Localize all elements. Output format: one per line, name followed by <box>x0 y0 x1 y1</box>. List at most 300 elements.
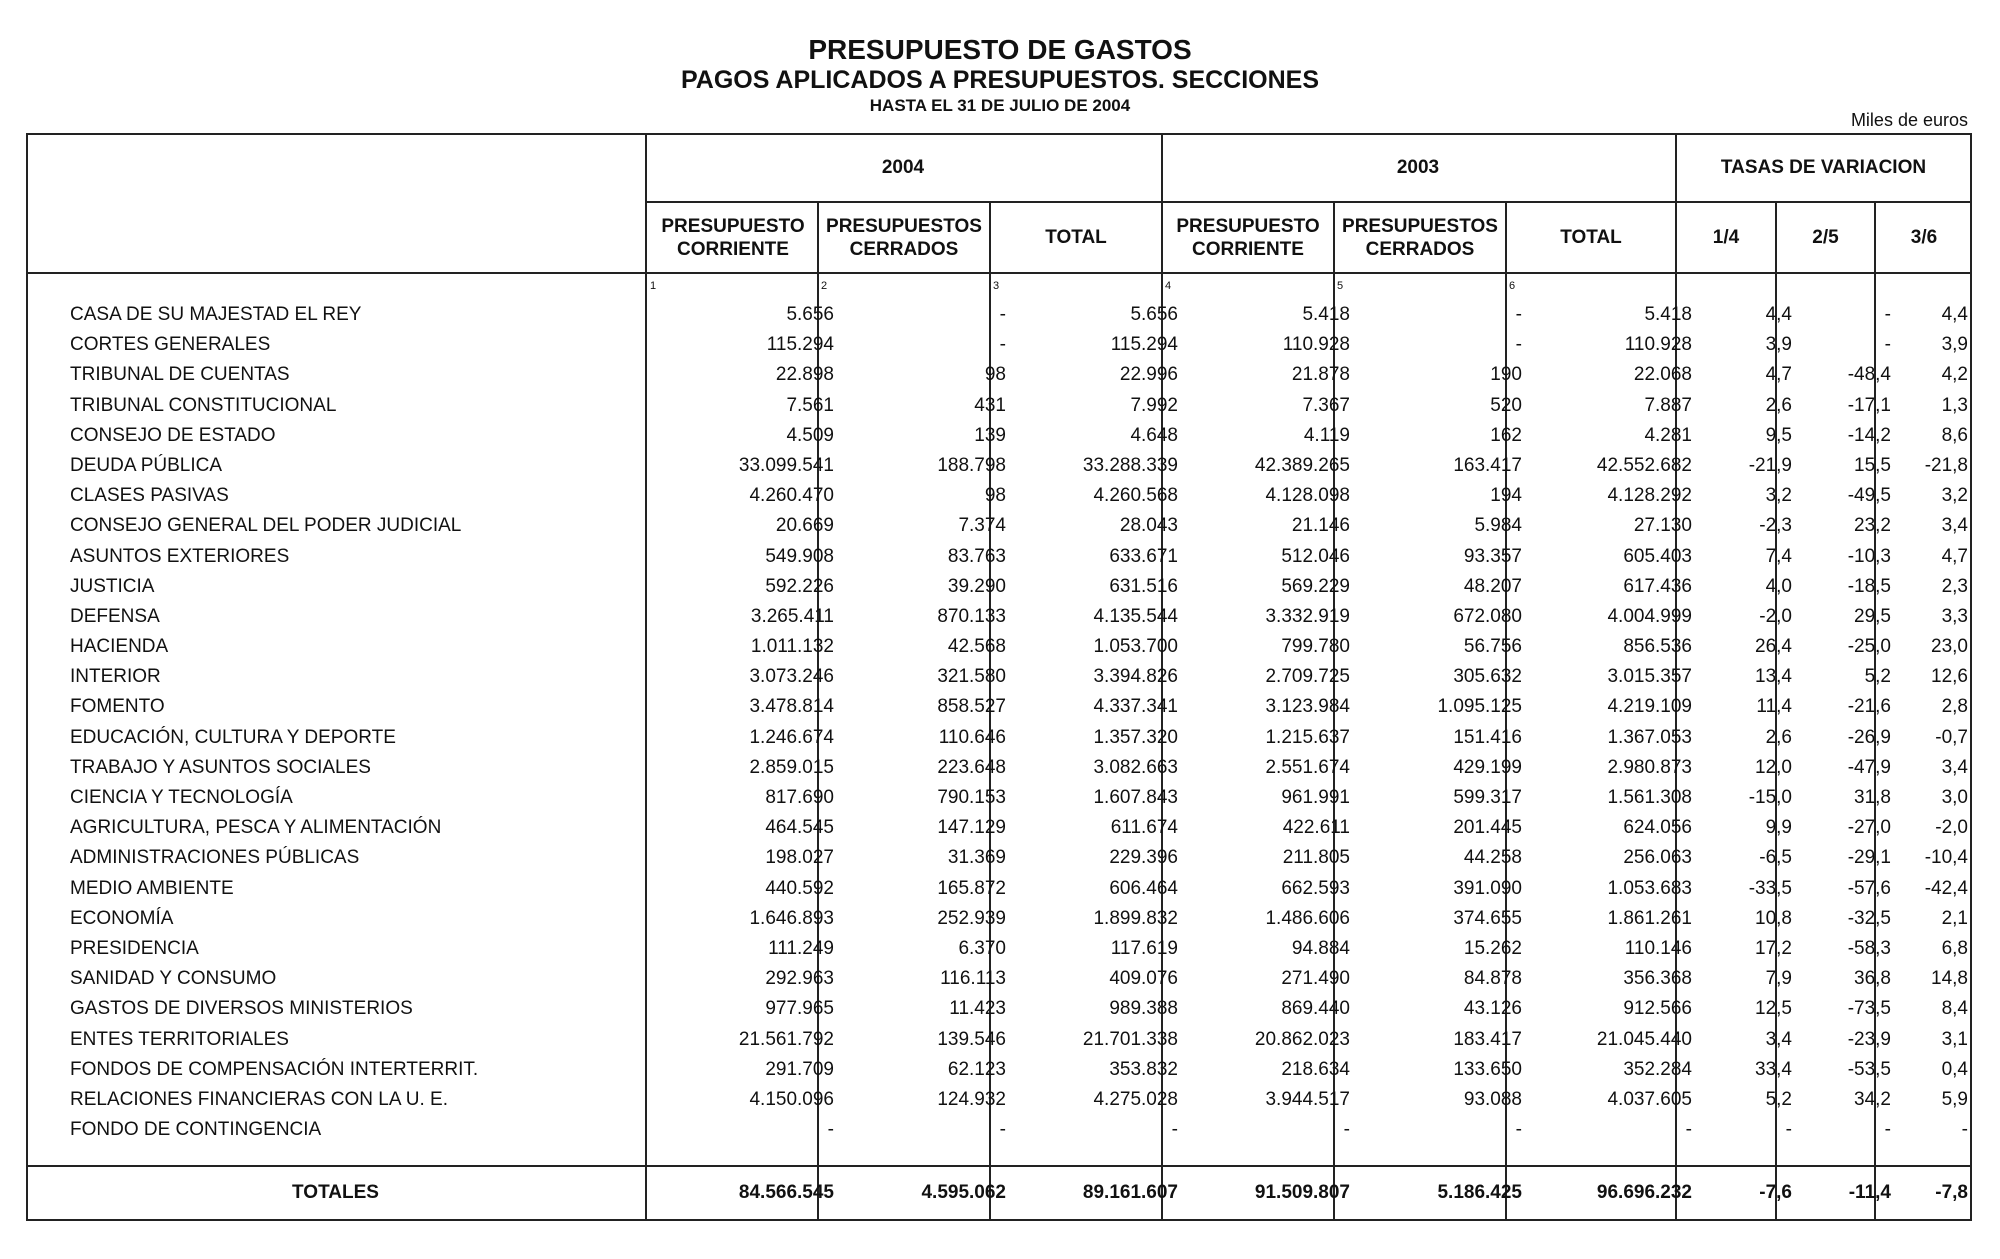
cell-rate-2-5: - <box>1884 304 1891 325</box>
table-row <box>26 602 1972 632</box>
row-label: ENTES TERRITORIALES <box>70 1028 289 1050</box>
table-row <box>26 813 1972 843</box>
table-row <box>26 662 1972 692</box>
col-number: 3 <box>993 280 1000 292</box>
cell-total-2004: 28.043 <box>1119 515 1178 537</box>
cell-pce-2003: 201.445 <box>1453 817 1522 839</box>
total-pce-2004: 4.595.062 <box>921 1182 1006 1203</box>
cell-total-2003: 4.281 <box>1644 424 1692 446</box>
cell-pce-2004: 165.872 <box>937 877 1006 899</box>
row-label: CONSEJO GENERAL DEL PODER JUDICIAL <box>70 515 462 537</box>
cell-total-2004: 21.701.338 <box>1082 1028 1178 1050</box>
cell-rate-1-4: -6,5 <box>1759 847 1792 869</box>
cell-rate-1-4: 3,9 <box>1765 334 1792 356</box>
cell-pce-2003: 1.095.125 <box>1437 696 1522 718</box>
header-divider-bottom <box>26 272 1972 274</box>
cell-pce-2003: - <box>1515 334 1522 356</box>
cell-pce-2004: 116.113 <box>940 968 1006 990</box>
cell-pc-2003: 4.128.098 <box>1265 485 1350 507</box>
table-row <box>26 904 1972 934</box>
cell-pc-2004: 292.963 <box>765 968 834 990</box>
cell-total-2003: 42.552.682 <box>1596 454 1692 476</box>
cell-rate-3-6: -42,4 <box>1924 877 1968 899</box>
cell-rate-1-4: -21,9 <box>1748 454 1792 476</box>
cell-pce-2003: 599.317 <box>1453 787 1522 808</box>
cell-rate-1-4: 3,4 <box>1765 1028 1792 1050</box>
cell-pce-2003: 429.199 <box>1453 756 1522 778</box>
cell-pce-2004: 790.153 <box>937 787 1006 808</box>
cell-pc-2003: 3.123.984 <box>1265 696 1350 718</box>
table-row <box>26 1055 1972 1085</box>
total-pc-2004: 84.566.545 <box>738 1182 834 1203</box>
cell-total-2003: 21.045.440 <box>1596 1028 1692 1050</box>
cell-pce-2004: 11.423 <box>949 998 1006 1020</box>
cell-pce-2004: 139 <box>974 424 1006 446</box>
cell-pc-2003: 2.551.674 <box>1265 756 1350 778</box>
col-header-pce-2003: PRESUPUESTOS CERRADOS <box>1342 215 1498 260</box>
cell-rate-3-6: 14,8 <box>1931 968 1968 990</box>
table-row <box>26 994 1972 1024</box>
cell-pc-2004: 440.592 <box>765 877 834 899</box>
row-label: JUSTICIA <box>70 575 155 597</box>
cell-rate-3-6: 3,1 <box>1941 1028 1968 1050</box>
cell-rate-1-4: 4,7 <box>1765 364 1792 386</box>
cell-pc-2003: 110.928 <box>1282 334 1350 356</box>
cell-pc-2004: 5.656 <box>786 304 834 325</box>
cell-pc-2004: 115.294 <box>766 334 834 356</box>
row-label: FOMENTO <box>70 696 165 718</box>
row-label: ADMINISTRACIONES PÚBLICAS <box>70 847 360 869</box>
col-number: 1 <box>650 280 657 292</box>
cell-total-2004: 1.053.700 <box>1093 636 1178 658</box>
cell-rate-1-4: -2,3 <box>1759 515 1792 537</box>
units-label: Miles de euros <box>1850 110 1968 130</box>
cell-rate-1-4: 10,8 <box>1755 907 1792 929</box>
cell-pc-2003: 3.944.517 <box>1265 1088 1350 1110</box>
cell-pc-2003: 662.593 <box>1281 877 1350 899</box>
cell-pc-2003: 42.389.265 <box>1254 454 1350 476</box>
cell-rate-1-4: 4,4 <box>1765 304 1792 325</box>
cell-pc-2003: 21.878 <box>1291 364 1350 386</box>
row-label: MEDIO AMBIENTE <box>70 877 234 899</box>
cell-rate-2-5: - <box>1884 1119 1891 1141</box>
cell-pc-2004: 1.246.674 <box>749 726 834 748</box>
cell-pce-2003: - <box>1515 304 1522 325</box>
cell-pce-2004: 42.568 <box>947 636 1006 658</box>
cell-pc-2004: 977.965 <box>765 998 834 1020</box>
cell-rate-3-6: 8,6 <box>1941 424 1968 446</box>
cell-pc-2004: 3.265.411 <box>750 605 834 627</box>
cell-pc-2004: 4.260.470 <box>749 485 834 507</box>
cell-rate-3-6: 4,2 <box>1941 364 1968 386</box>
cell-pc-2004: 2.859.015 <box>749 756 834 778</box>
group-header-rates: TASAS DE VARIACION <box>1720 156 1927 178</box>
cell-rate-3-6: -10,4 <box>1924 847 1968 869</box>
cell-rate-1-4: -15,0 <box>1748 787 1792 808</box>
cell-rate-1-4: 12,5 <box>1755 998 1792 1020</box>
cell-rate-3-6: 8,4 <box>1941 998 1968 1020</box>
table-row <box>26 542 1972 572</box>
cell-rate-1-4: 26,4 <box>1755 636 1792 658</box>
cell-pce-2004: 39.290 <box>947 575 1006 597</box>
cell-rate-2-5: -18,5 <box>1847 575 1891 597</box>
group-header-2003: 2003 <box>1396 156 1440 178</box>
table-row <box>26 934 1972 964</box>
cell-total-2004: 3.394.826 <box>1093 666 1178 688</box>
row-label: CORTES GENERALES <box>70 334 271 356</box>
cell-rate-3-6: 3,2 <box>1941 485 1968 507</box>
cell-pc-2003: 512.046 <box>1281 545 1350 567</box>
cell-rate-2-5: -57,6 <box>1847 877 1891 899</box>
cell-rate-3-6: 3,4 <box>1941 515 1968 537</box>
cell-rate-1-4: 2,6 <box>1765 726 1792 748</box>
cell-rate-3-6: 1,3 <box>1941 394 1968 416</box>
cell-pce-2003: 43.126 <box>1463 998 1522 1020</box>
cell-total-2003: 912.566 <box>1623 998 1692 1020</box>
cell-rate-3-6: -21,8 <box>1924 454 1968 476</box>
table-body <box>26 300 1972 1145</box>
cell-pce-2004: 110.646 <box>938 726 1006 748</box>
cell-pc-2004: - <box>827 1119 834 1141</box>
cell-rate-2-5: -47,9 <box>1847 756 1891 778</box>
cell-total-2004: 631.516 <box>1109 575 1178 597</box>
cell-pce-2004: 252.939 <box>937 907 1006 929</box>
cell-rate-1-4: 2,6 <box>1765 394 1792 416</box>
cell-rate-3-6: 4,7 <box>1941 545 1968 567</box>
cell-pc-2004: 549.908 <box>765 545 834 567</box>
cell-rate-2-5: -53,5 <box>1847 1058 1891 1080</box>
table-row <box>26 843 1972 873</box>
cell-total-2004: 1.607.843 <box>1093 787 1178 808</box>
cell-total-2003: 4.219.109 <box>1607 696 1692 718</box>
cell-pce-2003: 391.090 <box>1453 877 1522 899</box>
total-pce-2003: 5.186.425 <box>1437 1182 1522 1203</box>
cell-pc-2003: 94.884 <box>1291 937 1350 959</box>
cell-pc-2004: 21.561.792 <box>738 1028 834 1050</box>
cell-total-2004: 1.899.832 <box>1093 907 1178 929</box>
table-row <box>26 632 1972 662</box>
cell-pc-2004: 1.011.132 <box>750 636 834 658</box>
cell-pce-2003: 672.080 <box>1453 605 1522 627</box>
cell-rate-2-5: -49,5 <box>1847 485 1891 507</box>
cell-pce-2004: - <box>999 334 1006 356</box>
cell-rate-2-5: 31,8 <box>1854 787 1891 808</box>
cell-pc-2003: - <box>1343 1119 1350 1141</box>
cell-rate-3-6: 2,8 <box>1941 696 1968 718</box>
col-header-total-2003: TOTAL <box>1560 227 1622 248</box>
row-label: GASTOS DE DIVERSOS MINISTERIOS <box>70 998 413 1020</box>
row-label: TRIBUNAL CONSTITUCIONAL <box>70 394 337 416</box>
cell-pce-2003: 194 <box>1490 485 1522 507</box>
cell-total-2004: 611.674 <box>1110 817 1178 839</box>
cell-pce-2004: 870.133 <box>937 605 1006 627</box>
cell-rate-2-5: -26,9 <box>1847 726 1891 748</box>
cell-total-2004: 7.992 <box>1130 394 1178 416</box>
cell-rate-1-4: 13,4 <box>1755 666 1792 688</box>
cell-rate-3-6: - <box>1961 1119 1968 1141</box>
cell-pce-2003: 56.756 <box>1463 636 1522 658</box>
cell-pce-2003: 133.650 <box>1453 1058 1522 1080</box>
col-number: 2 <box>821 280 828 292</box>
row-label: SANIDAD Y CONSUMO <box>70 968 277 990</box>
table-row <box>26 874 1972 904</box>
table-row <box>26 391 1972 421</box>
cell-pce-2003: 163.417 <box>1453 454 1522 476</box>
cell-rate-2-5: -14,2 <box>1847 424 1891 446</box>
cell-total-2003: 27.130 <box>1633 515 1692 537</box>
row-label: ASUNTOS EXTERIORES <box>70 545 290 567</box>
cell-pce-2003: 374.655 <box>1453 907 1522 929</box>
table-row <box>26 360 1972 390</box>
cell-total-2004: 989.388 <box>1109 998 1178 1020</box>
cell-rate-3-6: 3,9 <box>1941 334 1968 356</box>
table-row <box>26 964 1972 994</box>
cell-pce-2003: 305.632 <box>1453 666 1522 688</box>
cell-pce-2004: 188.798 <box>937 454 1006 476</box>
cell-pc-2003: 422.611 <box>1282 817 1350 839</box>
cell-pce-2004: 223.648 <box>937 756 1006 778</box>
cell-pce-2004: 31.369 <box>947 847 1006 869</box>
cell-rate-2-5: 29,5 <box>1854 605 1891 627</box>
cell-total-2004: 117.619 <box>1110 937 1178 959</box>
row-label: HACIENDA <box>70 636 169 658</box>
cell-pce-2004: 7.374 <box>958 515 1006 537</box>
cell-rate-3-6: 3,0 <box>1941 787 1968 808</box>
cell-pce-2003: 520 <box>1490 394 1522 416</box>
cell-total-2003: 7.887 <box>1644 394 1692 416</box>
table-row <box>26 451 1972 481</box>
cell-rate-3-6: -2,0 <box>1935 817 1968 839</box>
cell-pc-2004: 20.669 <box>775 515 834 537</box>
cell-rate-2-5: - <box>1884 334 1891 356</box>
col-header-pc-2003: PRESUPUESTO CORRIENTE <box>1176 215 1320 260</box>
cell-total-2003: 605.403 <box>1623 545 1692 567</box>
col-header-total-2004: TOTAL <box>1045 227 1107 248</box>
cell-pc-2003: 869.440 <box>1281 998 1350 1020</box>
cell-total-2004: 353.832 <box>1109 1058 1178 1080</box>
cell-rate-1-4: 11,4 <box>1756 696 1792 718</box>
cell-total-2004: 33.288.339 <box>1082 454 1178 476</box>
cell-rate-1-4: 7,9 <box>1765 968 1792 990</box>
cell-total-2003: 1.053.683 <box>1607 877 1692 899</box>
cell-rate-2-5: 23,2 <box>1854 515 1891 537</box>
cell-pc-2003: 218.634 <box>1281 1058 1350 1080</box>
table-row <box>26 330 1972 360</box>
table-row <box>26 1085 1972 1115</box>
total-rate-3-6: -7,8 <box>1935 1182 1968 1203</box>
cell-total-2003: 4.037.605 <box>1607 1088 1692 1110</box>
cell-pc-2004: 3.073.246 <box>749 666 834 688</box>
totals-row <box>26 1167 1972 1219</box>
cell-rate-3-6: 3,4 <box>1941 756 1968 778</box>
cell-total-2004: - <box>1171 1119 1178 1141</box>
cell-total-2004: 4.260.568 <box>1093 485 1178 507</box>
cell-pc-2003: 5.418 <box>1302 304 1350 325</box>
cell-pce-2003: 44.258 <box>1463 847 1522 869</box>
cell-pce-2004: 62.123 <box>947 1058 1006 1080</box>
cell-pce-2003: 183.417 <box>1453 1028 1522 1050</box>
cell-rate-1-4: 4,0 <box>1765 575 1792 597</box>
cell-total-2003: 110.146 <box>1624 937 1692 959</box>
table-row <box>26 753 1972 783</box>
cell-rate-1-4: -33,5 <box>1748 877 1792 899</box>
cell-rate-3-6: -0,7 <box>1935 726 1968 748</box>
row-label: RELACIONES FINANCIERAS CON LA U. E. <box>70 1088 448 1110</box>
cell-pc-2003: 961.991 <box>1281 787 1350 808</box>
row-label: TRIBUNAL DE CUENTAS <box>70 364 290 386</box>
cell-rate-3-6: 2,3 <box>1941 575 1968 597</box>
cell-pce-2004: 858.527 <box>937 696 1006 718</box>
cell-rate-1-4: -2,0 <box>1759 605 1792 627</box>
cell-rate-1-4: 9,9 <box>1765 817 1792 839</box>
cell-rate-2-5: -58,3 <box>1847 937 1891 959</box>
col-number: 5 <box>1337 280 1344 292</box>
cell-rate-3-6: 2,1 <box>1941 907 1968 929</box>
cell-total-2004: 4.275.028 <box>1093 1088 1178 1110</box>
cell-pce-2004: - <box>999 304 1006 325</box>
cell-pc-2004: 1.646.893 <box>749 907 834 929</box>
cell-pce-2003: 93.357 <box>1463 545 1522 567</box>
cell-total-2004: 3.082.663 <box>1093 756 1178 778</box>
table-row <box>26 421 1972 451</box>
cell-pce-2004: 139.546 <box>937 1028 1006 1050</box>
cell-pce-2004: 147.129 <box>937 817 1006 839</box>
cell-pc-2003: 2.709.725 <box>1265 666 1350 688</box>
cell-total-2004: 4.135.544 <box>1093 605 1178 627</box>
total-rate-1-4: -7,6 <box>1759 1182 1792 1203</box>
cell-pce-2003: 48.207 <box>1463 575 1522 597</box>
cell-pc-2003: 211.805 <box>1282 847 1350 869</box>
cell-pc-2003: 1.486.606 <box>1265 907 1350 929</box>
cell-pce-2004: 321.580 <box>937 666 1006 688</box>
cell-rate-2-5: -27,0 <box>1847 817 1891 839</box>
total-total-2003: 96.696.232 <box>1596 1182 1692 1203</box>
cell-total-2003: 352.284 <box>1623 1058 1692 1080</box>
page-subtitle: PAGOS APLICADOS A PRESUPUESTOS. SECCIONES <box>680 66 1320 94</box>
cell-pc-2003: 21.146 <box>1291 515 1350 537</box>
cell-pce-2003: - <box>1515 1119 1522 1141</box>
cell-pce-2003: 190 <box>1490 364 1522 386</box>
cell-total-2004: 5.656 <box>1130 304 1178 325</box>
group-header-2004: 2004 <box>881 156 925 178</box>
cell-rate-1-4: 17,2 <box>1755 937 1792 959</box>
cell-rate-3-6: 5,9 <box>1941 1088 1968 1110</box>
row-label: CIENCIA Y TECNOLOGÍA <box>70 787 293 808</box>
cell-pc-2003: 20.862.023 <box>1254 1028 1350 1050</box>
cell-rate-1-4: 9,5 <box>1765 424 1792 446</box>
cell-total-2003: 1.861.261 <box>1607 907 1692 929</box>
row-label: INTERIOR <box>70 666 161 688</box>
table-row <box>26 572 1972 602</box>
total-rate-2-5: -11,4 <box>1848 1182 1891 1203</box>
cell-pce-2003: 5.984 <box>1474 515 1522 537</box>
period-label: HASTA EL 31 DE JULIO DE 2004 <box>869 96 1131 115</box>
cell-total-2003: 22.068 <box>1633 364 1692 386</box>
cell-total-2004: 409.076 <box>1109 968 1178 990</box>
cell-pc-2004: 4.509 <box>786 424 834 446</box>
cell-total-2003: 856.536 <box>1623 636 1692 658</box>
cell-total-2003: 617.436 <box>1623 575 1692 597</box>
table-row <box>26 692 1972 722</box>
cell-rate-3-6: 4,4 <box>1941 304 1968 325</box>
cell-pc-2004: 4.150.096 <box>749 1088 834 1110</box>
cell-rate-2-5: -10,3 <box>1847 545 1891 567</box>
cell-total-2004: 115.294 <box>1110 334 1178 356</box>
table-row <box>26 1025 1972 1055</box>
cell-pc-2003: 271.490 <box>1281 968 1350 990</box>
cell-pc-2004: 111.249 <box>768 937 834 959</box>
col-number: 6 <box>1509 280 1516 292</box>
cell-total-2003: 5.418 <box>1644 304 1692 325</box>
cell-total-2004: 4.337.341 <box>1093 696 1178 718</box>
cell-pc-2003: 799.780 <box>1281 636 1350 658</box>
cell-rate-2-5: -73,5 <box>1847 998 1891 1020</box>
cell-pce-2003: 162 <box>1490 424 1522 446</box>
cell-total-2004: 22.996 <box>1119 364 1178 386</box>
cell-rate-3-6: 23,0 <box>1931 636 1968 658</box>
cell-pce-2003: 15.262 <box>1463 937 1522 959</box>
cell-rate-2-5: -32,5 <box>1847 907 1891 929</box>
cell-rate-1-4: 12,0 <box>1755 756 1792 778</box>
totals-label: TOTALES <box>292 1182 379 1203</box>
total-pc-2003: 91.509.807 <box>1254 1182 1350 1203</box>
cell-rate-2-5: -21,6 <box>1847 696 1891 718</box>
cell-total-2004: 4.648 <box>1130 424 1178 446</box>
cell-rate-2-5: 15,5 <box>1854 454 1891 476</box>
cell-rate-2-5: -23,9 <box>1847 1028 1891 1050</box>
cell-total-2003: 356.368 <box>1623 968 1692 990</box>
cell-total-2003: 3.015.357 <box>1607 666 1692 688</box>
cell-pce-2003: 151.416 <box>1453 726 1522 748</box>
cell-pc-2004: 33.099.541 <box>738 454 834 476</box>
cell-pc-2003: 569.229 <box>1281 575 1350 597</box>
cell-rate-1-4: 5,2 <box>1765 1088 1792 1110</box>
row-label: DEUDA PÚBLICA <box>70 454 223 476</box>
cell-pce-2004: - <box>999 1119 1006 1141</box>
row-label: FONDO DE CONTINGENCIA <box>70 1119 322 1141</box>
cell-rate-2-5: 34,2 <box>1854 1088 1891 1110</box>
cell-pc-2003: 4.119 <box>1303 424 1350 446</box>
cell-pce-2004: 83.763 <box>947 545 1006 567</box>
cell-pc-2004: 198.027 <box>765 847 834 869</box>
col-number: 4 <box>1165 280 1172 292</box>
row-label: ECONOMÍA <box>70 907 174 929</box>
cell-rate-2-5: -48,4 <box>1847 364 1891 386</box>
table-row <box>26 481 1972 511</box>
cell-total-2003: 4.128.292 <box>1607 485 1692 507</box>
cell-rate-3-6: 6,8 <box>1941 937 1968 959</box>
cell-pce-2004: 98 <box>984 485 1006 507</box>
cell-pc-2004: 3.478.814 <box>749 696 834 718</box>
cell-pc-2004: 7.561 <box>786 394 834 416</box>
cell-pc-2004: 291.709 <box>765 1058 834 1080</box>
row-label: EDUCACIÓN, CULTURA Y DEPORTE <box>70 726 396 748</box>
cell-pc-2003: 3.332.919 <box>1265 605 1350 627</box>
cell-rate-2-5: 36,8 <box>1854 968 1891 990</box>
col-header-pc-2004: PRESUPUESTO CORRIENTE <box>661 215 805 260</box>
cell-pce-2004: 431 <box>974 394 1006 416</box>
row-label: PRESIDENCIA <box>70 937 199 959</box>
cell-rate-1-4: 3,2 <box>1765 485 1792 507</box>
table-row <box>26 723 1972 753</box>
cell-rate-1-4: - <box>1785 1119 1792 1141</box>
table-row <box>26 783 1972 813</box>
cell-total-2004: 633.671 <box>1109 545 1178 567</box>
cell-total-2003: 4.004.999 <box>1607 605 1692 627</box>
col-header-rate-2-5: 2/5 <box>1812 227 1839 248</box>
cell-pc-2004: 592.226 <box>765 575 834 597</box>
cell-rate-3-6: 0,4 <box>1941 1058 1968 1080</box>
